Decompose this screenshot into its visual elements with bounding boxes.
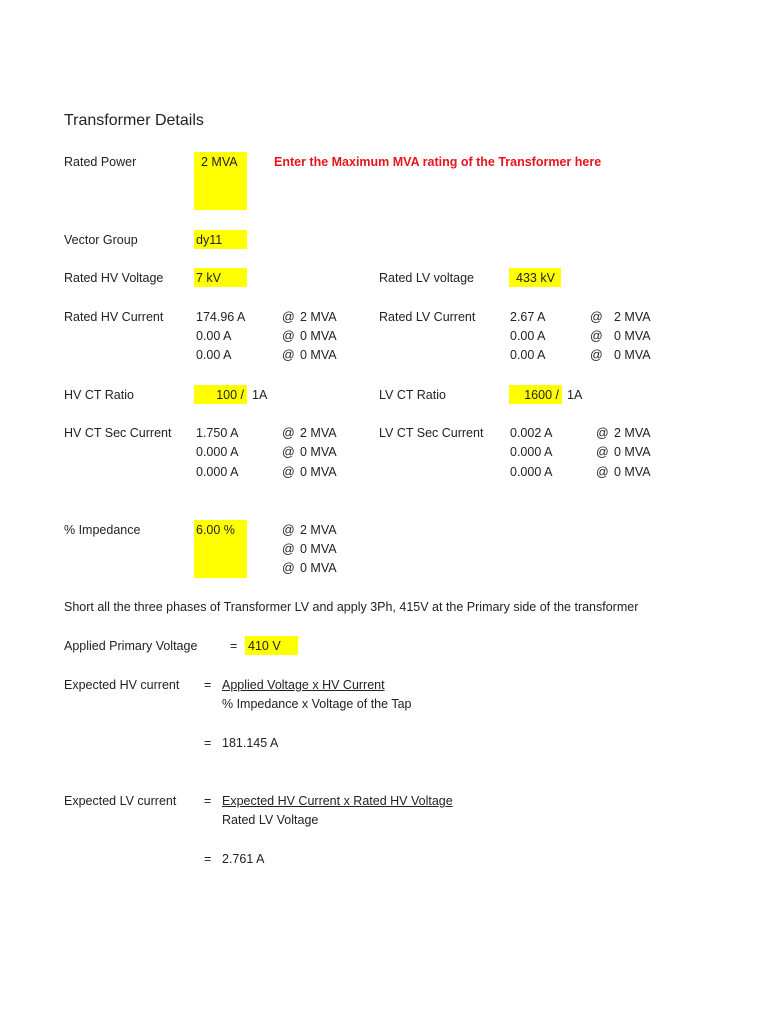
mva-value: 2 MVA xyxy=(614,426,651,440)
at-sign: @ xyxy=(590,329,603,343)
expected-hv-denominator: % Impedance x Voltage of the Tap xyxy=(222,697,412,711)
hv-current-value: 0.00 A xyxy=(196,329,232,343)
lv-ct-sec-value: 0.000 A xyxy=(510,465,553,479)
instruction-text: Short all the three phases of Transformer LV and apply 3Ph, 415V at the Primary side of the transformer xyxy=(64,600,639,614)
hv-ct-sec-value: 1.750 A xyxy=(196,426,239,440)
hv-ct-sec-label: HV CT Sec Current xyxy=(64,426,172,440)
hv-voltage-label: Rated HV Voltage xyxy=(64,271,164,285)
at-sign: @ xyxy=(282,465,295,479)
lv-ct-ratio-label: LV CT Ratio xyxy=(379,388,446,402)
lv-ct-primary: 1600 / xyxy=(524,388,559,402)
equals-sign: = xyxy=(230,639,238,653)
expected-lv-label: Expected LV current xyxy=(64,794,177,808)
mva-value: 0 MVA xyxy=(300,329,337,343)
at-sign: @ xyxy=(596,445,609,459)
page-title: Transformer Details xyxy=(64,112,204,129)
mva-value: 0 MVA xyxy=(614,329,651,343)
lv-ct-sec-value: 0.002 A xyxy=(510,426,553,440)
mva-value: 2 MVA xyxy=(614,310,651,324)
lv-current-value: 0.00 A xyxy=(510,329,546,343)
impedance-value: 6.00 % xyxy=(196,523,235,537)
mva-value: 2 MVA xyxy=(300,310,337,324)
mva-value: 0 MVA xyxy=(300,561,337,575)
hv-ct-primary: 100 / xyxy=(216,388,244,402)
at-sign: @ xyxy=(282,523,295,537)
mva-value: 0 MVA xyxy=(300,348,337,362)
expected-lv-numerator: Expected HV Current x Rated HV Voltage xyxy=(222,794,453,808)
lv-ct-sec-label: LV CT Sec Current xyxy=(379,426,484,440)
hv-current-value: 174.96 A xyxy=(196,310,246,324)
vector-group-value: dy11 xyxy=(196,233,223,247)
expected-hv-label: Expected HV current xyxy=(64,678,180,692)
hv-ct-ratio-label: HV CT Ratio xyxy=(64,388,134,402)
hv-voltage-value: 7 kV xyxy=(196,271,222,285)
hv-current-label: Rated HV Current xyxy=(64,310,164,324)
mva-value: 2 MVA xyxy=(300,426,337,440)
at-sign: @ xyxy=(282,426,295,440)
expected-hv-numerator: Applied Voltage x HV Current xyxy=(222,678,385,692)
at-sign: @ xyxy=(282,542,295,556)
at-sign: @ xyxy=(590,348,603,362)
equals-sign: = xyxy=(204,852,212,866)
lv-current-value: 0.00 A xyxy=(510,348,546,362)
lv-ct-secondary: 1A xyxy=(567,388,583,402)
expected-hv-result: 181.145 A xyxy=(222,736,279,750)
expected-lv-denominator: Rated LV Voltage xyxy=(222,813,319,827)
at-sign: @ xyxy=(282,329,295,343)
equals-sign: = xyxy=(204,678,212,692)
mva-value: 0 MVA xyxy=(614,348,651,362)
lv-current-value: 2.67 A xyxy=(510,310,546,324)
at-sign: @ xyxy=(282,445,295,459)
hv-ct-secondary: 1A xyxy=(252,388,268,402)
mva-value: 2 MVA xyxy=(300,523,337,537)
at-sign: @ xyxy=(282,348,295,362)
lv-voltage-label: Rated LV voltage xyxy=(379,271,474,285)
mva-value: 0 MVA xyxy=(300,445,337,459)
rated-power-note: Enter the Maximum MVA rating of the Transformer here xyxy=(274,155,602,169)
equals-sign: = xyxy=(204,794,212,808)
mva-value: 0 MVA xyxy=(300,542,337,556)
mva-value: 0 MVA xyxy=(614,465,651,479)
hv-ct-sec-value: 0.000 A xyxy=(196,465,239,479)
hv-ct-sec-value: 0.000 A xyxy=(196,445,239,459)
hv-current-value: 0.00 A xyxy=(196,348,232,362)
impedance-label: % Impedance xyxy=(64,523,141,537)
equals-sign: = xyxy=(204,736,212,750)
at-sign: @ xyxy=(596,465,609,479)
applied-voltage-label: Applied Primary Voltage xyxy=(64,639,198,653)
vector-group-label: Vector Group xyxy=(64,233,138,247)
mva-value: 0 MVA xyxy=(300,465,337,479)
at-sign: @ xyxy=(282,310,295,324)
lv-current-label: Rated LV Current xyxy=(379,310,476,324)
rated-power-value: 2 MVA xyxy=(201,155,238,169)
lv-voltage-value: 433 kV xyxy=(516,271,555,285)
at-sign: @ xyxy=(596,426,609,440)
expected-lv-result: 2.761 A xyxy=(222,852,265,866)
applied-voltage-value: 410 V xyxy=(248,639,281,653)
mva-value: 0 MVA xyxy=(614,445,651,459)
rated-power-label: Rated Power xyxy=(64,155,137,169)
lv-ct-sec-value: 0.000 A xyxy=(510,445,553,459)
at-sign: @ xyxy=(282,561,295,575)
at-sign: @ xyxy=(590,310,603,324)
